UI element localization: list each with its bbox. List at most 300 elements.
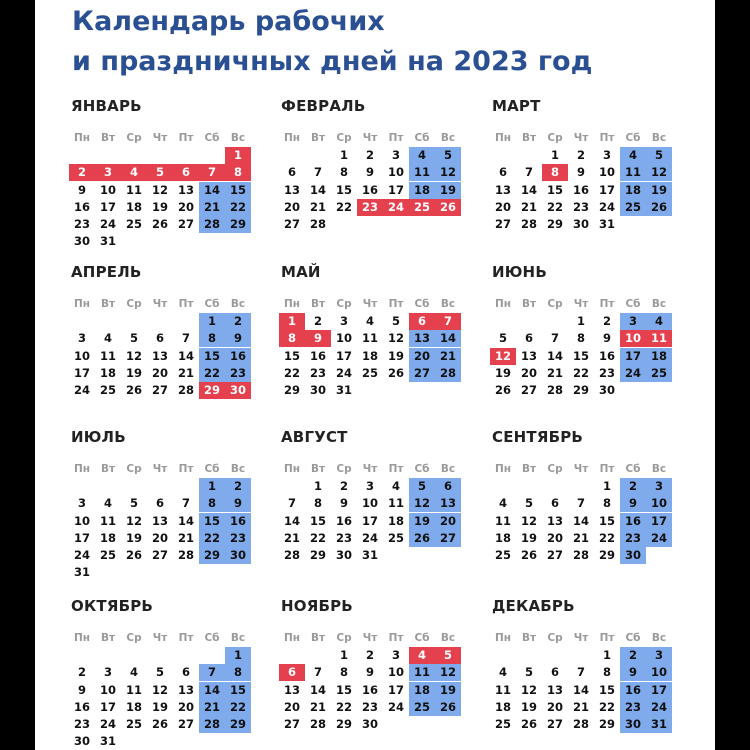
holiday-day: 7 — [199, 164, 225, 181]
weekday-label: Пн — [73, 632, 91, 644]
day-cell: 4 — [103, 496, 112, 511]
day-cell: 23 — [73, 716, 90, 731]
holiday-day: 3 — [95, 164, 121, 181]
day-cell: 30 — [73, 734, 90, 749]
weekend-day: 9 — [225, 495, 251, 512]
day-cell: 11 — [387, 496, 404, 511]
empty-day-cell — [490, 313, 516, 330]
weekday-label: Чт — [573, 298, 589, 310]
day-cell: 27 — [283, 716, 300, 731]
day-cell: 27 — [283, 216, 300, 231]
day-cell: 25 — [99, 382, 116, 397]
weekday-label: Вт — [521, 132, 537, 144]
weekend-day: 15 — [199, 513, 225, 530]
empty-day-cell — [435, 716, 461, 733]
weekend-day: 18 — [409, 182, 435, 199]
weekend-day: 5 — [646, 147, 672, 164]
day-cell: 28 — [546, 382, 563, 397]
weekend-day: 2 — [620, 647, 646, 664]
weekend-day: 13 — [409, 330, 435, 347]
day-cell: 23 — [572, 199, 589, 214]
month-days-grid — [279, 296, 461, 399]
weekday-label: Пт — [388, 463, 404, 475]
week-row — [490, 164, 672, 181]
weekday-label: Вт — [310, 463, 326, 475]
weekend-day: 24 — [646, 530, 672, 547]
day-cell: 26 — [125, 547, 142, 562]
day-cell: 10 — [387, 665, 404, 680]
weekend-day: 21 — [199, 199, 225, 216]
weekend-day: 1 — [199, 478, 225, 495]
weekday-label: Чт — [362, 298, 378, 310]
empty-day-cell — [357, 216, 383, 233]
holiday-day: 6 — [409, 313, 435, 330]
day-cell: 27 — [520, 382, 537, 397]
day-cell: 1 — [602, 479, 611, 494]
day-cell: 30 — [309, 382, 326, 397]
day-cell: 8 — [576, 331, 585, 346]
week-row — [279, 348, 461, 365]
day-cell: 10 — [598, 165, 615, 180]
empty-day-cell — [646, 216, 672, 233]
week-row — [279, 330, 461, 347]
weekend-day: 9 — [620, 664, 646, 681]
day-cell: 22 — [572, 365, 589, 380]
month-days-grid — [490, 461, 672, 564]
weekday-label: Сб — [414, 463, 430, 475]
month-days-grid — [490, 130, 672, 233]
day-cell: 8 — [339, 165, 348, 180]
weekend-day: 4 — [409, 147, 435, 164]
week-row — [279, 313, 461, 330]
day-cell: 14 — [177, 348, 194, 363]
month-days-grid — [69, 296, 251, 399]
weekday-header-row — [279, 630, 461, 647]
day-cell: 30 — [598, 382, 615, 397]
week-row — [279, 478, 461, 495]
month-block — [69, 428, 251, 598]
day-cell: 26 — [520, 547, 537, 562]
day-cell: 25 — [361, 365, 378, 380]
week-row — [69, 716, 251, 733]
weekday-label: Вс — [651, 298, 667, 310]
holiday-day: 11 — [646, 330, 672, 347]
empty-day-cell — [147, 313, 173, 330]
day-cell: 24 — [387, 699, 404, 714]
empty-day-cell — [147, 478, 173, 495]
weekday-header-row — [69, 630, 251, 647]
empty-day-cell — [516, 147, 542, 164]
weekday-label: Чт — [152, 632, 168, 644]
day-cell: 29 — [598, 547, 615, 562]
weekday-label: Ср — [547, 463, 563, 475]
day-cell: 21 — [572, 699, 589, 714]
weekday-label: Чт — [152, 132, 168, 144]
day-cell: 15 — [598, 513, 615, 528]
weekday-label: Чт — [152, 298, 168, 310]
empty-day-cell — [95, 147, 121, 164]
weekend-day: 3 — [646, 647, 672, 664]
week-row — [490, 478, 672, 495]
day-cell: 2 — [313, 314, 322, 329]
empty-day-cell — [383, 547, 409, 564]
day-cell: 17 — [361, 513, 378, 528]
day-cell: 14 — [572, 513, 589, 528]
day-cell: 19 — [151, 699, 168, 714]
day-cell: 1 — [339, 648, 348, 663]
holiday-day: 29 — [199, 382, 225, 399]
week-row — [490, 365, 672, 382]
weekend-day: 17 — [646, 513, 672, 530]
day-cell: 1 — [313, 479, 322, 494]
day-cell: 25 — [387, 530, 404, 545]
weekday-label: Пт — [599, 463, 615, 475]
day-cell: 5 — [498, 331, 507, 346]
weekend-day: 28 — [435, 365, 461, 382]
day-cell: 31 — [99, 734, 116, 749]
empty-day-cell — [69, 478, 95, 495]
day-cell: 4 — [129, 665, 138, 680]
day-cell: 18 — [99, 365, 116, 380]
weekend-day: 8 — [199, 330, 225, 347]
empty-day-cell — [490, 147, 516, 164]
empty-day-cell — [69, 647, 95, 664]
empty-day-cell — [409, 382, 435, 399]
weekend-day: 3 — [646, 478, 672, 495]
day-cell: 18 — [494, 699, 511, 714]
day-cell: 15 — [283, 348, 300, 363]
weekday-header-row — [490, 630, 672, 647]
day-cell: 30 — [361, 716, 378, 731]
month-block — [490, 97, 672, 267]
week-row — [490, 682, 672, 699]
day-cell: 16 — [73, 699, 90, 714]
weekend-day: 9 — [620, 495, 646, 512]
weekday-label: Сб — [204, 298, 220, 310]
day-cell: 13 — [283, 182, 300, 197]
month-block — [279, 97, 461, 267]
day-cell: 12 — [520, 513, 537, 528]
day-cell: 30 — [73, 234, 90, 249]
week-row — [69, 182, 251, 199]
day-cell: 17 — [99, 199, 116, 214]
day-cell: 11 — [125, 682, 142, 697]
day-cell: 7 — [550, 331, 559, 346]
weekday-label: Вс — [651, 132, 667, 144]
week-row — [69, 513, 251, 530]
day-cell: 6 — [181, 665, 190, 680]
weekday-label: Пт — [178, 463, 194, 475]
weekend-day: 15 — [225, 182, 251, 199]
weekday-header-row — [69, 296, 251, 313]
day-cell: 7 — [313, 165, 322, 180]
day-cell: 20 — [520, 365, 537, 380]
day-cell: 20 — [494, 199, 511, 214]
empty-day-cell — [173, 313, 199, 330]
week-row — [69, 233, 251, 250]
day-cell: 25 — [494, 547, 511, 562]
day-cell: 28 — [572, 547, 589, 562]
weekend-day: 23 — [225, 365, 251, 382]
weekend-day: 23 — [620, 530, 646, 547]
page-title — [72, 2, 592, 82]
week-row — [69, 382, 251, 399]
day-cell: 24 — [73, 382, 90, 397]
weekday-label: Вс — [230, 463, 246, 475]
day-cell: 28 — [309, 216, 326, 231]
weekday-label: Чт — [362, 463, 378, 475]
month-days-grid — [69, 630, 251, 750]
day-cell: 24 — [335, 365, 352, 380]
weekend-day: 2 — [225, 478, 251, 495]
day-cell: 20 — [283, 199, 300, 214]
month-name: ДЕКАБРЬ — [492, 597, 575, 615]
day-cell: 26 — [520, 716, 537, 731]
day-cell: 1 — [550, 148, 559, 163]
day-cell: 3 — [77, 331, 86, 346]
day-cell: 23 — [309, 365, 326, 380]
day-cell: 21 — [520, 199, 537, 214]
day-cell: 6 — [155, 331, 164, 346]
day-cell: 6 — [550, 496, 559, 511]
holiday-day: 8 — [225, 164, 251, 181]
day-cell: 10 — [361, 496, 378, 511]
empty-day-cell — [199, 233, 225, 250]
day-cell: 29 — [335, 716, 352, 731]
holiday-day: 23 — [357, 199, 383, 216]
day-cell: 18 — [361, 348, 378, 363]
weekend-day: 13 — [435, 495, 461, 512]
weekday-label: Пн — [73, 132, 91, 144]
day-cell: 24 — [598, 199, 615, 214]
weekday-label: Сб — [204, 632, 220, 644]
empty-day-cell — [331, 216, 357, 233]
day-cell: 16 — [361, 682, 378, 697]
day-cell: 11 — [99, 513, 116, 528]
empty-day-cell — [435, 547, 461, 564]
day-cell: 12 — [387, 331, 404, 346]
day-cell: 18 — [494, 530, 511, 545]
empty-day-cell — [225, 564, 251, 581]
weekend-day: 8 — [225, 664, 251, 681]
day-cell: 13 — [283, 682, 300, 697]
weekday-label: Ср — [336, 463, 352, 475]
day-cell: 14 — [309, 182, 326, 197]
weekend-day: 25 — [409, 699, 435, 716]
week-row — [490, 199, 672, 216]
day-cell: 20 — [151, 365, 168, 380]
weekday-label: Вс — [440, 132, 456, 144]
day-cell: 31 — [335, 382, 352, 397]
day-cell: 16 — [572, 182, 589, 197]
day-cell: 2 — [77, 665, 86, 680]
weekend-day: 8 — [199, 495, 225, 512]
day-cell: 8 — [339, 665, 348, 680]
empty-day-cell — [620, 382, 646, 399]
empty-day-cell — [305, 647, 331, 664]
empty-day-cell — [173, 733, 199, 750]
weekend-day: 24 — [620, 365, 646, 382]
month-days-grid — [490, 296, 672, 399]
week-row — [490, 182, 672, 199]
day-cell: 3 — [365, 479, 374, 494]
holiday-day: 9 — [305, 330, 331, 347]
day-cell: 26 — [494, 382, 511, 397]
title-line-2: и праздничных дней на 2023 год — [72, 46, 593, 77]
day-cell: 29 — [572, 382, 589, 397]
weekend-day: 5 — [435, 147, 461, 164]
empty-day-cell — [516, 647, 542, 664]
day-cell: 4 — [498, 496, 507, 511]
week-row — [279, 530, 461, 547]
holiday-day: 1 — [279, 313, 305, 330]
weekend-day: 17 — [620, 348, 646, 365]
day-cell: 19 — [151, 199, 168, 214]
weekend-day: 19 — [646, 182, 672, 199]
day-cell: 21 — [309, 699, 326, 714]
calendar-page — [35, 0, 715, 750]
month-name: ИЮЛЬ — [71, 428, 126, 446]
week-row — [279, 164, 461, 181]
weekend-day: 29 — [199, 547, 225, 564]
day-cell: 19 — [494, 365, 511, 380]
weekday-label: Ср — [336, 298, 352, 310]
week-row — [490, 513, 672, 530]
day-cell: 28 — [177, 382, 194, 397]
day-cell: 22 — [283, 365, 300, 380]
weekday-label: Пт — [599, 298, 615, 310]
day-cell: 31 — [99, 234, 116, 249]
day-cell: 12 — [520, 682, 537, 697]
weekday-label: Вс — [230, 298, 246, 310]
empty-day-cell — [490, 647, 516, 664]
weekend-day: 11 — [620, 164, 646, 181]
day-cell: 13 — [546, 513, 563, 528]
weekday-label: Сб — [204, 463, 220, 475]
empty-day-cell — [383, 716, 409, 733]
weekday-label: Ср — [336, 632, 352, 644]
weekday-label: Ср — [126, 632, 142, 644]
day-cell: 17 — [73, 530, 90, 545]
weekend-day: 12 — [435, 664, 461, 681]
day-cell: 9 — [77, 182, 86, 197]
week-row — [69, 547, 251, 564]
empty-day-cell — [199, 647, 225, 664]
weekend-day: 11 — [409, 664, 435, 681]
weekend-day: 22 — [199, 365, 225, 382]
empty-day-cell — [173, 233, 199, 250]
weekday-label: Вт — [521, 298, 537, 310]
holiday-day: 7 — [435, 313, 461, 330]
week-row — [490, 313, 672, 330]
day-cell: 13 — [494, 182, 511, 197]
weekend-day: 19 — [435, 182, 461, 199]
day-cell: 7 — [181, 331, 190, 346]
weekday-label: Пт — [178, 298, 194, 310]
week-row — [69, 495, 251, 512]
weekday-header-row — [279, 296, 461, 313]
empty-day-cell — [147, 733, 173, 750]
day-cell: 20 — [177, 199, 194, 214]
day-cell: 14 — [520, 182, 537, 197]
weekday-label: Пт — [178, 132, 194, 144]
day-cell: 26 — [125, 382, 142, 397]
empty-day-cell — [409, 216, 435, 233]
day-cell: 1 — [339, 148, 348, 163]
empty-day-cell — [383, 382, 409, 399]
month-name: АВГУСТ — [281, 428, 348, 446]
week-row — [69, 699, 251, 716]
holiday-day: 24 — [383, 199, 409, 216]
weekend-day: 14 — [199, 182, 225, 199]
weekday-label: Сб — [414, 632, 430, 644]
day-cell: 16 — [598, 348, 615, 363]
weekday-label: Пн — [73, 298, 91, 310]
weekend-day: 22 — [199, 530, 225, 547]
weekend-day: 12 — [646, 164, 672, 181]
day-cell: 23 — [598, 365, 615, 380]
day-cell: 3 — [339, 314, 348, 329]
day-cell: 2 — [576, 148, 585, 163]
day-cell: 28 — [177, 547, 194, 562]
week-row — [279, 682, 461, 699]
week-row — [69, 216, 251, 233]
week-row — [69, 313, 251, 330]
day-cell: 28 — [572, 716, 589, 731]
week-row — [69, 348, 251, 365]
day-cell: 16 — [309, 348, 326, 363]
holiday-day: 8 — [279, 330, 305, 347]
weekday-label: Пт — [388, 132, 404, 144]
day-cell: 14 — [177, 513, 194, 528]
weekend-day: 20 — [435, 513, 461, 530]
empty-day-cell — [199, 564, 225, 581]
weekday-label: Ср — [126, 463, 142, 475]
weekend-day: 28 — [199, 716, 225, 733]
week-row — [279, 716, 461, 733]
empty-day-cell — [95, 564, 121, 581]
day-cell: 2 — [602, 314, 611, 329]
day-cell: 11 — [125, 182, 142, 197]
week-row — [279, 147, 461, 164]
day-cell: 26 — [151, 716, 168, 731]
weekend-day: 29 — [225, 716, 251, 733]
day-cell: 20 — [283, 699, 300, 714]
day-cell: 7 — [287, 496, 296, 511]
day-cell: 11 — [361, 331, 378, 346]
weekend-day: 4 — [620, 147, 646, 164]
holiday-day: 8 — [542, 164, 568, 181]
weekend-day: 21 — [199, 699, 225, 716]
day-cell: 18 — [387, 513, 404, 528]
week-row — [490, 647, 672, 664]
day-cell: 25 — [125, 216, 142, 231]
week-row — [279, 647, 461, 664]
day-cell: 24 — [99, 716, 116, 731]
day-cell: 29 — [309, 547, 326, 562]
weekday-label: Вт — [310, 298, 326, 310]
day-cell: 1 — [576, 314, 585, 329]
weekend-day: 1 — [225, 647, 251, 664]
empty-day-cell — [121, 647, 147, 664]
holiday-day: 2 — [69, 164, 95, 181]
weekend-day: 16 — [225, 348, 251, 365]
weekday-header-row — [490, 130, 672, 147]
empty-day-cell — [173, 647, 199, 664]
month-block — [279, 263, 461, 433]
day-cell: 20 — [546, 699, 563, 714]
day-cell: 17 — [73, 365, 90, 380]
